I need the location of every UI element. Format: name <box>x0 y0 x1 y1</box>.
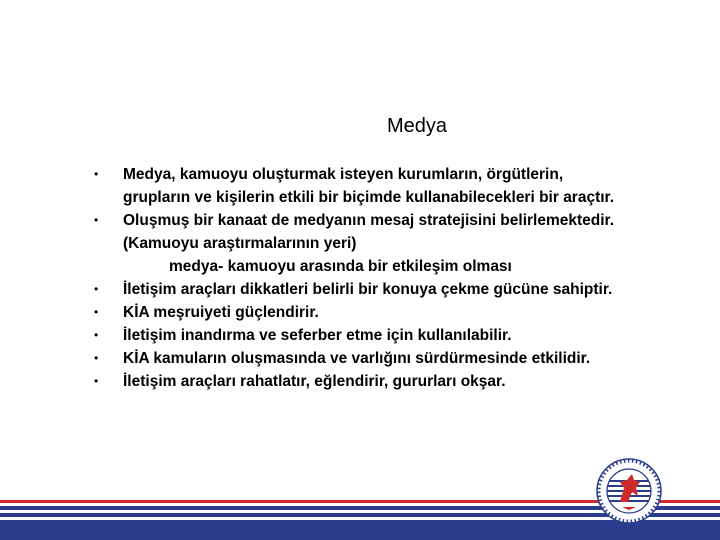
bullet-item-3 <box>94 278 704 301</box>
university-seal-icon <box>596 458 662 524</box>
bullet-dot: • <box>94 213 99 227</box>
bullet-text-line: Medya, kamuoyu oluşturmak isteyen kurumların, örgütlerin, <box>123 166 564 183</box>
bullet-text-line: Oluşmuş bir kanaat de medyanın mesaj stratejisini belirlemektedir. <box>123 212 615 229</box>
bullet-text-line: İletişim araçları dikkatleri belirli bir konuya çekme gücüne sahiptir. <box>123 281 613 298</box>
bullet-dot: • <box>94 328 99 342</box>
university-seal-graphic <box>596 458 662 524</box>
slide-title: Medya <box>386 115 448 137</box>
bullet-item-1 <box>94 163 704 209</box>
bullet-dot: • <box>94 351 99 365</box>
bullet-dot: • <box>94 167 99 181</box>
bullet-text-line: (Kamuoyu araştırmalarının yeri) <box>123 235 357 252</box>
bullet-indented-line: medya- kamuoyu arasında bir etkileşim olması <box>169 258 512 275</box>
bullet-text-line: İletişim inandırma ve seferber etme için kullanılabilir. <box>123 327 512 344</box>
bullet-text-line: grupların ve kişilerin etkili bir biçimde kullanabilecekleri bir araçtır. <box>123 189 615 206</box>
bullet-item-7 <box>94 370 704 393</box>
bullet-text-line: İletişim araçları rahatlatır, eğlendirir, gururları okşar. <box>123 373 506 390</box>
bullet-dot: • <box>94 374 99 388</box>
bullet-dot: • <box>94 305 99 319</box>
bullet-dot: • <box>94 282 99 296</box>
bullet-item-2 <box>94 209 704 278</box>
bullet-item-6 <box>94 347 704 370</box>
bullet-list <box>94 163 704 393</box>
bullet-item-4 <box>94 301 704 324</box>
bullet-text-line: KİA kamuların oluşmasında ve varlığını sürdürmesinde etkilidir. <box>123 350 591 367</box>
bullet-item-5 <box>94 324 704 347</box>
bullet-text-line: KİA meşruiyeti güçlendirir. <box>123 304 319 321</box>
